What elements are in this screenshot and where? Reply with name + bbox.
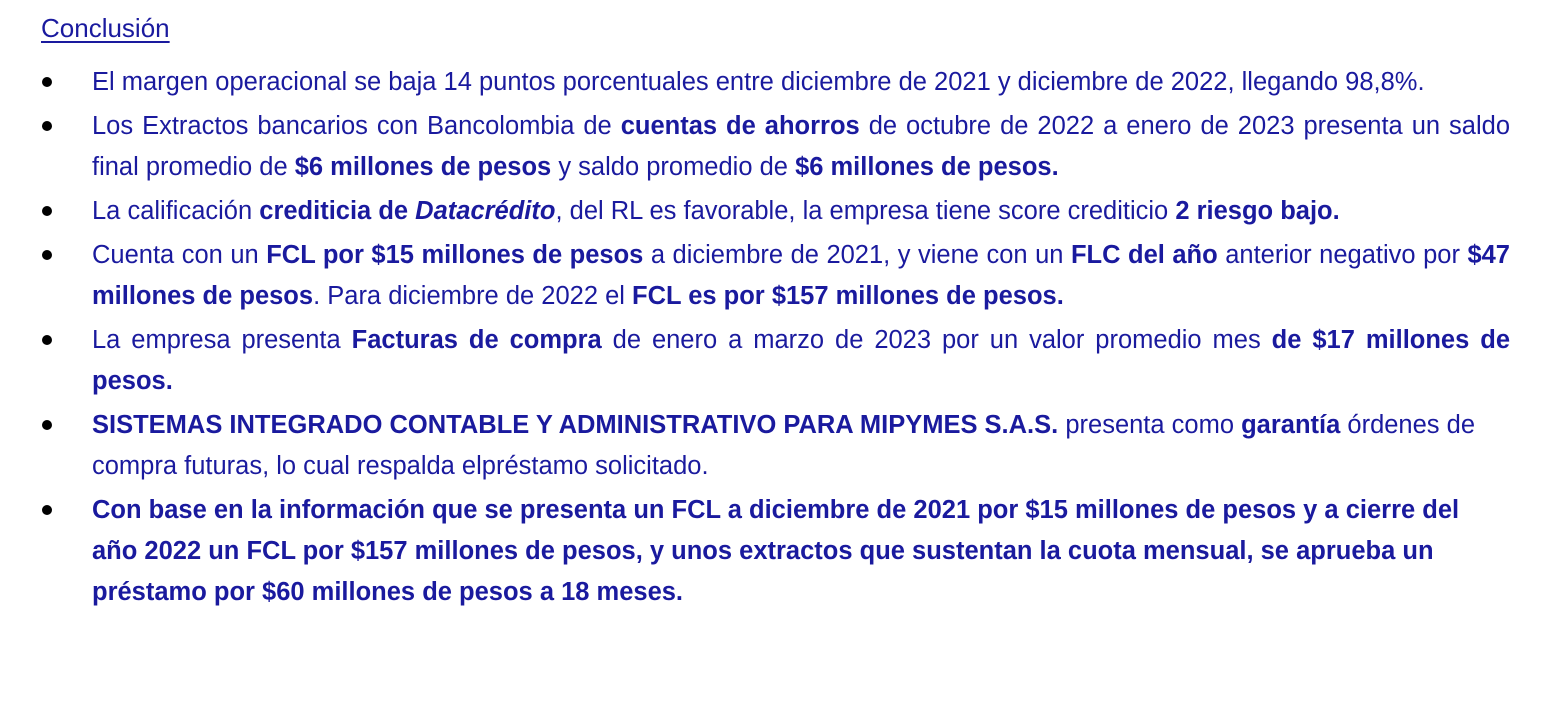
bullet-item-calificacion <box>0 191 1510 232</box>
bullet-item-extractos <box>0 106 1510 188</box>
segment-bold-italic: Datacrédito <box>415 197 556 225</box>
segment: , del RL es favorable, la empresa tiene score crediticio <box>555 197 1176 225</box>
segment-bold: Con base en la información que se presenta un FCL a diciembre de 2021 por $15 millones de pesos y a cierre del año 2022 un FCL por $157 millones de pesos, y unos extractos que sustentan la cuota mensual, se aprueba un préstamo por $60 millones de pesos a 18 meses. <box>92 496 1460 606</box>
segment-bold: 2 riesgo bajo. <box>1175 197 1340 225</box>
segment: La calificación <box>92 197 260 225</box>
bullet-dot-icon <box>42 206 52 216</box>
bullet-dot-icon <box>42 505 52 515</box>
segment: anterior negativo por <box>1217 241 1468 269</box>
conclusion-list <box>0 62 1561 616</box>
segment: presenta como <box>1058 411 1242 439</box>
segment: El margen operacional se baja 14 puntos porcentuales entre diciembre de 2021 y diciembre de 2022, llegando 98,8%. <box>92 68 1425 96</box>
segment: Los Extractos bancarios con Bancolombia de <box>92 112 621 140</box>
segment-bold: FLC del año <box>1070 241 1218 269</box>
segment-bold: SISTEMAS INTEGRADO CONTABLE Y ADMINISTRATIVO PARA MIPYMES S.A.S. <box>92 411 1059 439</box>
bullet-item-fcl <box>0 235 1510 317</box>
segment: órdenes de compra futuras, lo cual respalda elpréstamo solicitado. <box>92 411 1475 480</box>
segment-bold: FCL por $15 millones de pesos <box>266 241 644 269</box>
bullet-item-margen <box>0 62 1510 103</box>
segment: de octubre de 2022 a enero de 2023 presenta un saldo final promedio de <box>92 112 1510 181</box>
segment-bold: crediticia de <box>259 197 416 225</box>
bullet-item-garantia <box>0 405 1482 487</box>
bullet-item-aprobacion <box>0 490 1492 613</box>
segment: de enero a marzo de 2023 por un valor promedio mes <box>601 326 1272 354</box>
segment-bold: FCL es por $157 millones de pesos. <box>632 282 1064 310</box>
segment-bold: de $17 millones de pesos. <box>92 326 1510 395</box>
segment-bold: $6 millones de pesos. <box>795 153 1059 181</box>
bullet-dot-icon <box>42 335 52 345</box>
bullet-dot-icon <box>42 121 52 131</box>
segment-bold: $47 millones de pesos <box>92 241 1510 310</box>
segment-bold: cuentas de ahorros <box>620 112 860 140</box>
segment: La empresa presenta <box>92 326 352 354</box>
bullet-item-facturas <box>0 320 1510 402</box>
bullet-dot-icon <box>42 420 52 430</box>
segment: . Para diciembre de 2022 el <box>313 282 633 310</box>
bullet-dot-icon <box>42 250 52 260</box>
segment-bold: $6 millones de pesos <box>294 153 552 181</box>
segment-bold: Facturas de compra <box>351 326 602 354</box>
bullet-dot-icon <box>42 77 52 87</box>
section-title: Conclusión <box>41 13 170 43</box>
segment: y saldo promedio de <box>551 153 796 181</box>
segment: a diciembre de 2021, y viene con un <box>643 241 1071 269</box>
segment-bold: garantía <box>1241 411 1341 439</box>
segment: Cuenta con un <box>92 241 267 269</box>
